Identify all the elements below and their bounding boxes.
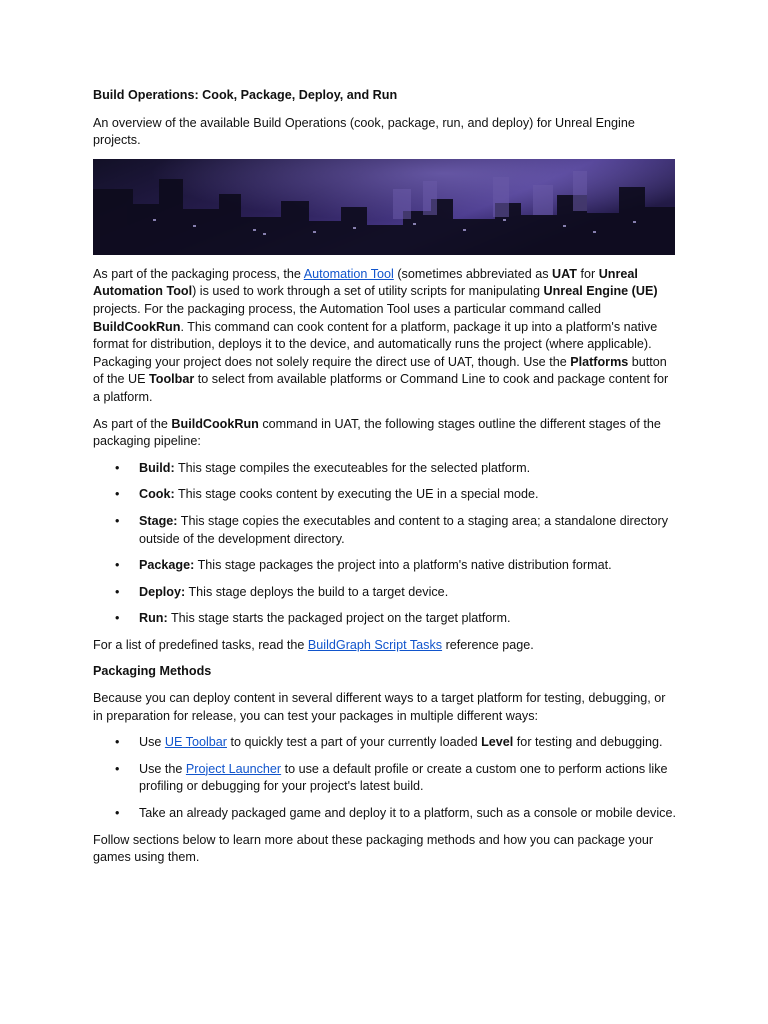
- intro-text-5: projects. For the packaging process, the Automation Tool uses a particular command called: [93, 301, 601, 316]
- method-text-3: for testing and debugging.: [513, 735, 663, 750]
- stage-label: Package:: [139, 558, 195, 573]
- method-text-1: Use: [139, 735, 165, 750]
- bullet-icon: •: [115, 611, 120, 626]
- level-term: Level: [481, 735, 514, 750]
- stages-intro-text-2: command in UAT, the following stages outline the different stages of the packaging pipeline:: [93, 416, 661, 449]
- uat-term: UAT: [552, 266, 577, 281]
- stage-text: This stage compiles the executeables for the selected platform.: [174, 460, 531, 475]
- packaging-methods-heading: Packaging Methods: [93, 664, 212, 679]
- tasks-text-1: For a list of predefined tasks, read the: [93, 637, 308, 652]
- intro-paragraph: [93, 266, 677, 407]
- bullet-icon: •: [115, 584, 120, 599]
- intro-text-8: to select from available platforms or Command Line to cook and package content for a platform.: [93, 372, 669, 404]
- unreal-automation-tool-term: Unreal Automation Tool: [93, 266, 638, 299]
- buildcookrun-term: BuildCookRun: [171, 416, 259, 431]
- document-title: Build Operations: Cook, Package, Deploy, and Run: [93, 88, 398, 102]
- stage-text: This stage deploys the build to a target device.: [185, 584, 449, 599]
- bullet-icon: •: [115, 806, 120, 821]
- list-item-deploy-method: [93, 805, 677, 823]
- bullet-icon: •: [115, 558, 120, 573]
- stages-intro-paragraph: [93, 416, 677, 451]
- stage-text: This stage starts the packaged project on the target platform.: [167, 611, 511, 626]
- document-body: [93, 87, 677, 876]
- stage-label: Build:: [139, 460, 175, 475]
- method-text-1: Take an already packaged game and deploy it to a platform, such as a console or mobile device.: [139, 806, 676, 821]
- stage-label: Run:: [139, 611, 168, 626]
- stage-text: This stage packages the project into a platform's native distribution format.: [194, 558, 612, 573]
- method-text-2: to use a default profile or create a custom one to perform actions like profiling or debugging for your project's latest build.: [139, 761, 668, 794]
- list-item-package: [93, 557, 677, 575]
- stages-intro-text-1: As part of the: [93, 416, 172, 431]
- intro-text-1: As part of the packaging process, the: [93, 266, 304, 281]
- closing-paragraph: Follow sections below to learn more about these packaging methods and how you can package your games using them.: [93, 832, 654, 865]
- bullet-icon: •: [115, 487, 120, 502]
- automation-tool-link[interactable]: Automation Tool: [303, 266, 394, 281]
- unreal-engine-term: Unreal Engine (UE): [543, 284, 658, 299]
- stage-label: Deploy:: [139, 584, 186, 599]
- stage-text: This stage copies the executables and content to a staging area; a standalone directory outside of the development directory.: [139, 513, 669, 546]
- stages-list: [93, 460, 677, 628]
- tasks-paragraph: [93, 637, 677, 655]
- document-subtitle: An overview of the available Build Operations (cook, package, run, and deploy) for Unreal Engine projects.: [93, 115, 635, 148]
- list-item-launcher-method: [93, 761, 677, 796]
- list-item-toolbar-method: [93, 734, 677, 752]
- tasks-text-2: reference page.: [442, 637, 534, 652]
- stage-label: Stage:: [139, 513, 178, 528]
- method-text-1: Use the: [139, 761, 186, 776]
- buildgraph-script-tasks-link[interactable]: BuildGraph Script Tasks: [307, 637, 443, 652]
- intro-text-3: for: [576, 266, 599, 281]
- intro-text-6: . This command can cook content for a platform, package it up into a platform's native format for distribution, deploys it to the device, and automatically runs the project (where applicable). Packaging your project does not solely require the direct use of UAT, though. Use the: [93, 319, 658, 369]
- buildcookrun-term: BuildCookRun: [93, 319, 181, 334]
- list-item-cook: [93, 486, 677, 504]
- ue-toolbar-link[interactable]: UE Toolbar: [164, 735, 227, 750]
- project-launcher-link[interactable]: Project Launcher: [185, 761, 282, 776]
- methods-intro-paragraph: Because you can deploy content in several different ways to a target platform for testing, debugging, or in preparation for release, you can test your packages in multiple different ways:: [93, 691, 666, 723]
- stage-label: Cook:: [139, 487, 175, 502]
- list-item-run: [93, 610, 677, 628]
- list-item-deploy: [93, 584, 677, 602]
- list-item-build: [93, 460, 677, 478]
- bullet-icon: •: [115, 761, 120, 776]
- stage-text: This stage cooks content by executing the UE in a special mode.: [174, 487, 539, 502]
- platforms-term: Platforms: [570, 354, 629, 369]
- bullet-icon: •: [115, 513, 120, 528]
- list-item-stage: [93, 513, 677, 548]
- toolbar-term: Toolbar: [149, 372, 195, 387]
- bullet-icon: •: [115, 460, 120, 475]
- intro-text-4: ) is used to work through a set of utility scripts for manipulating: [192, 284, 544, 299]
- city-banner-image: [93, 159, 675, 255]
- intro-text-7: button of the UE: [93, 354, 667, 387]
- method-text-2: to quickly test a part of your currently loaded: [226, 735, 482, 750]
- methods-list: [93, 734, 677, 822]
- bullet-icon: •: [115, 735, 120, 750]
- intro-text-2: (sometimes abbreviated as: [393, 266, 553, 281]
